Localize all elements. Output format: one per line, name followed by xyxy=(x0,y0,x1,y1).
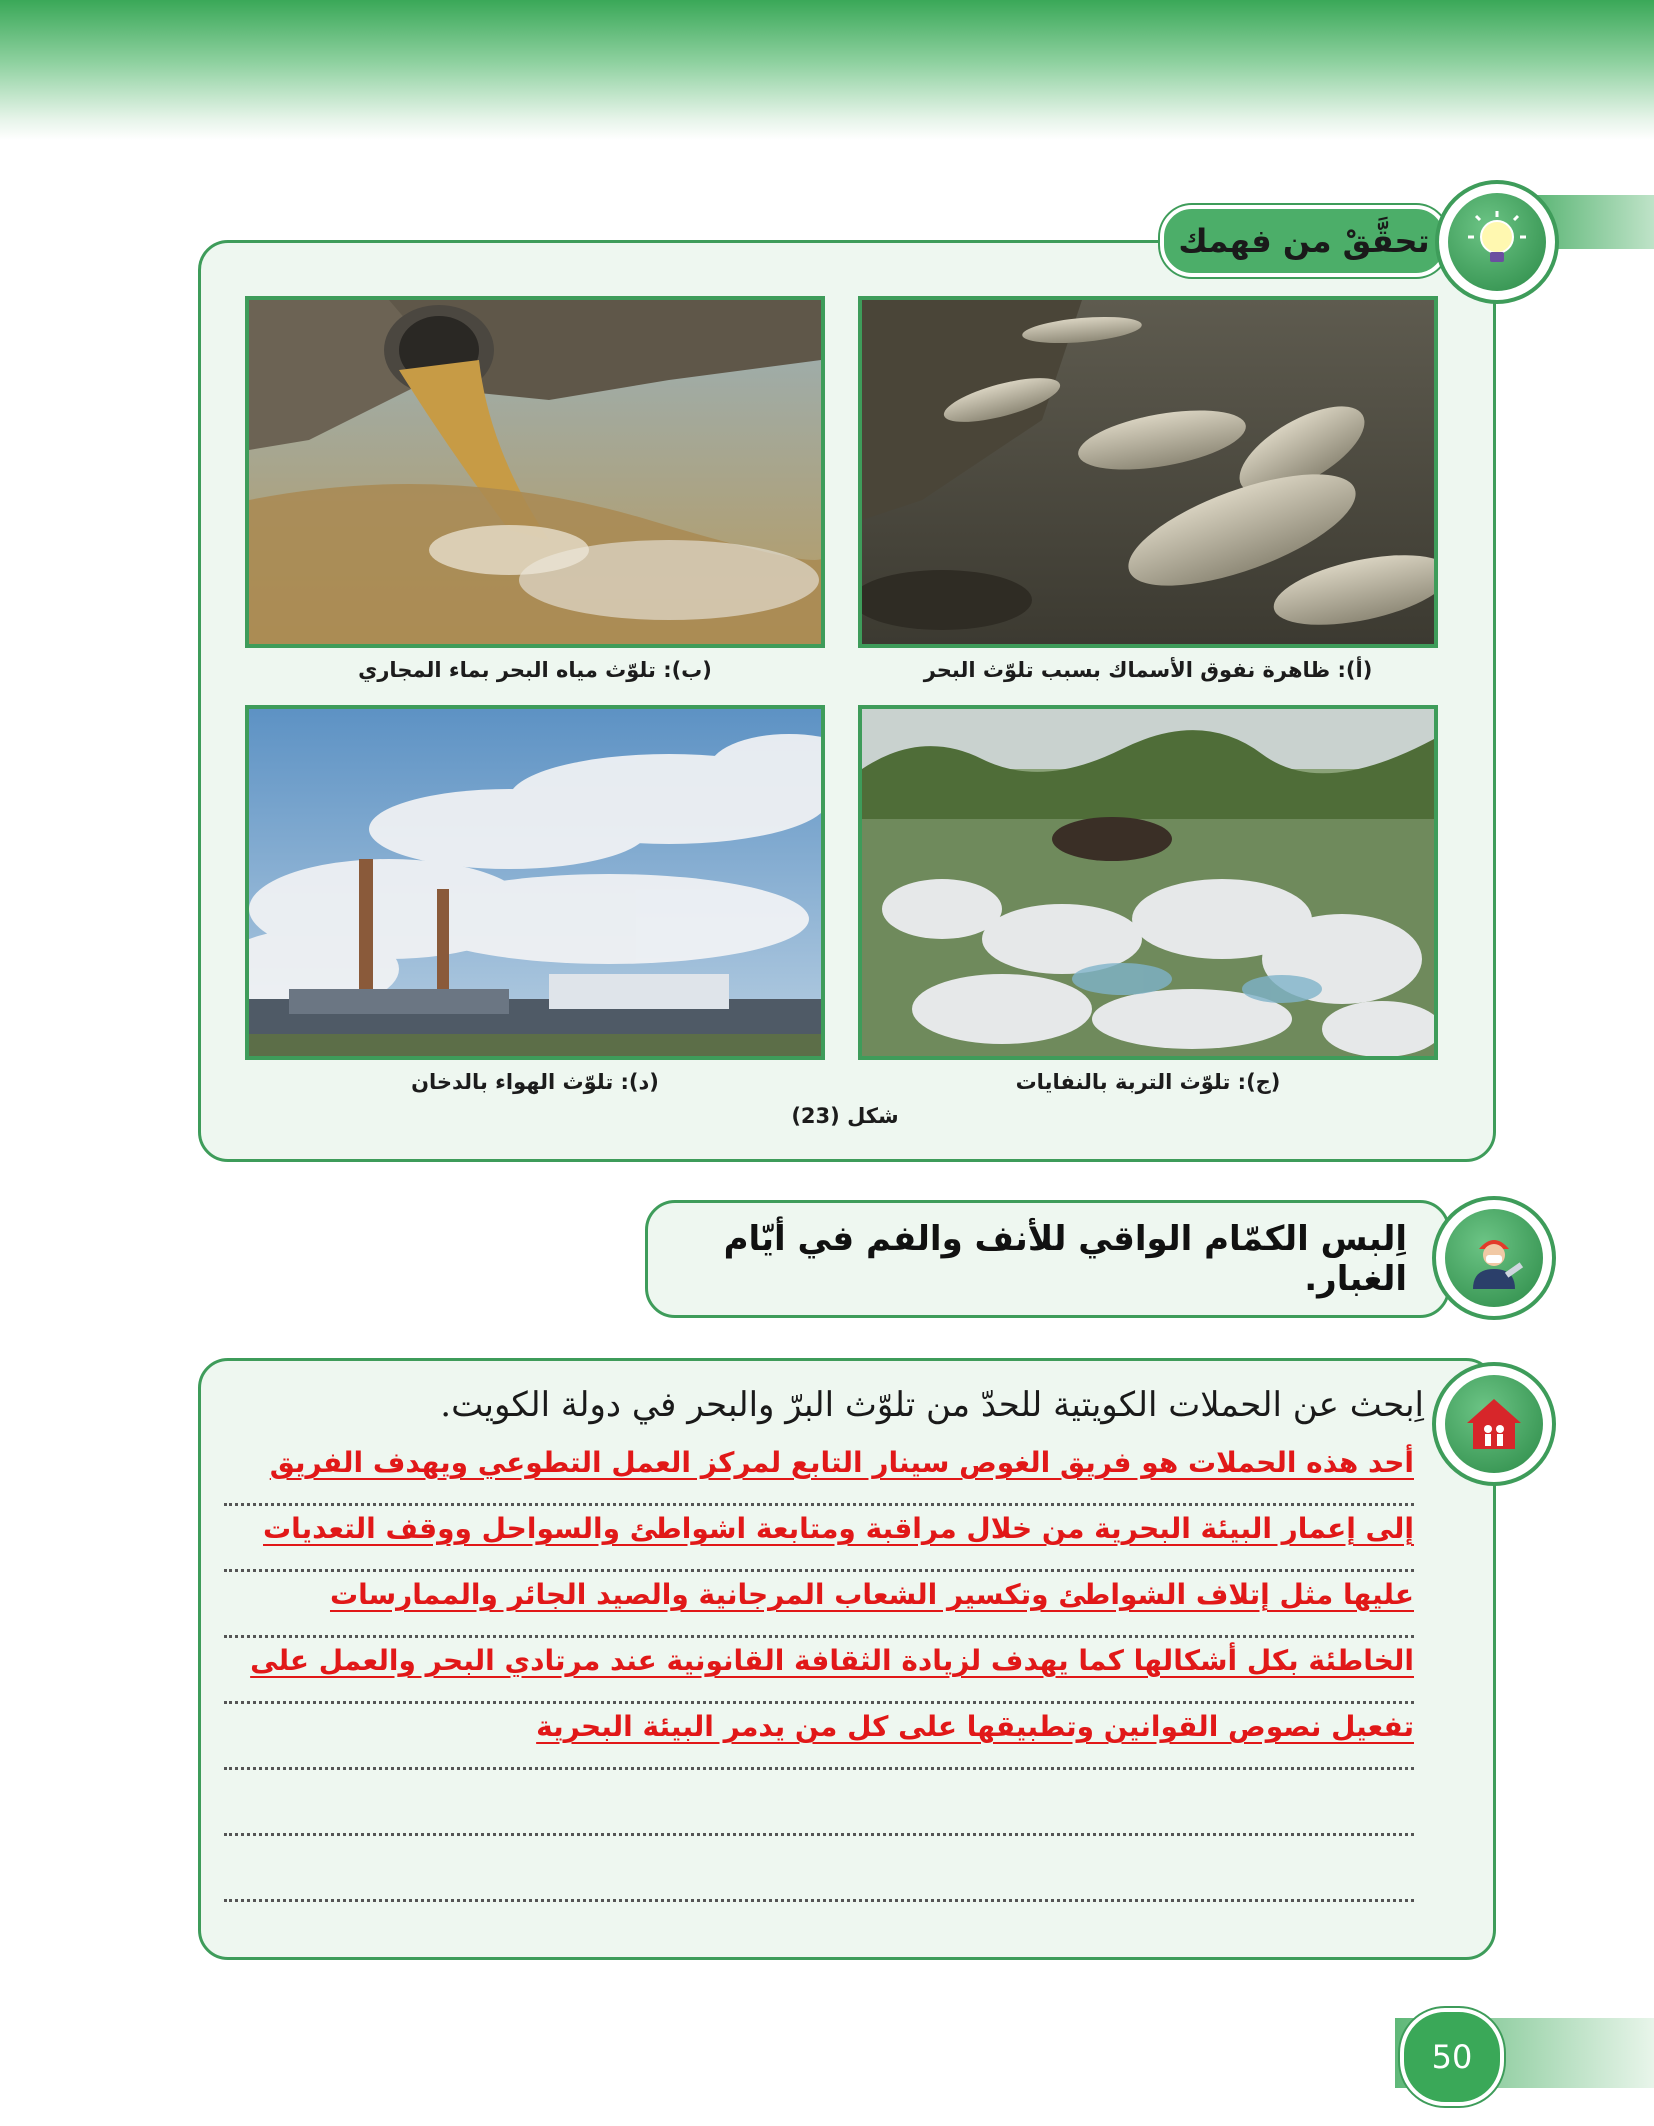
worker-mask-icon xyxy=(1459,1223,1529,1293)
caption-a: (أ): ظاهرة نفوق الأسماك بسبب تلوّث البحر xyxy=(923,658,1373,682)
answer-line-5[interactable]: تفعيل نصوص القوانين وتطبيقها على كل من يدمر البيئة البحرية xyxy=(224,1704,1414,1770)
safety-badge xyxy=(1432,1196,1556,1320)
caption-b: (ب): تلوّث مياه البحر بماء المجاري xyxy=(358,658,712,682)
home-badge xyxy=(1432,1362,1556,1486)
answer-line-1[interactable]: أحد هذه الحملات هو فريق الغوص سينار التابع لمركز العمل التطوعي ويهدف الفريق xyxy=(224,1440,1414,1506)
lightbulb-badge xyxy=(1435,180,1559,304)
photo-factory xyxy=(245,705,825,1060)
tip-text: اِلبس الكمّام الواقي للأنف والفم في أيّام الغبار. xyxy=(723,1219,1407,1299)
photo-garbage xyxy=(858,705,1438,1060)
garbage-dump-image xyxy=(862,709,1434,1056)
dead-fish-image xyxy=(862,300,1434,644)
answer-line-3[interactable]: عليها مثل إتلاف الشواطئ وتكسير الشعاب المرجانية والصيد الجائر والممارسات xyxy=(224,1572,1414,1638)
photo-dead-fish xyxy=(858,296,1438,648)
caption-c: (ج): تلوّث التربة بالنفايات xyxy=(1015,1070,1281,1094)
answer-line-7[interactable] xyxy=(224,1836,1414,1902)
answer-line-4[interactable]: الخاطئة بكل أشكالها كما يهدف لزيادة الثقافة القانونية عند مرتادي البحر والعمل على xyxy=(224,1638,1414,1704)
top-header-band xyxy=(0,0,1654,140)
sewage-pipe-image xyxy=(249,300,821,644)
section-title: تحقَّقْ من فهمك xyxy=(1160,205,1448,277)
home-family-icon xyxy=(1459,1389,1529,1459)
lightbulb-icon xyxy=(1462,207,1532,277)
answer-line-6[interactable] xyxy=(224,1770,1414,1836)
answer-line-2[interactable]: إلى إعمار البيئة البحرية من خلال مراقبة ومتابعة اشواطئ والسواحل ووقف التعديات xyxy=(224,1506,1414,1572)
photo-sewage xyxy=(245,296,825,648)
caption-d: (د): تلوّث الهواء بالدخان xyxy=(411,1070,659,1094)
research-prompt: اِبحث عن الحملات الكويتية للحدّ من تلوّث البرّ والبحر في دولة الكويت. xyxy=(440,1385,1424,1425)
factory-smoke-image xyxy=(249,709,821,1056)
page-number: 50 xyxy=(1400,2008,1504,2106)
figure-label: شكل (23) xyxy=(791,1104,899,1128)
tip-box xyxy=(645,1200,1450,1318)
